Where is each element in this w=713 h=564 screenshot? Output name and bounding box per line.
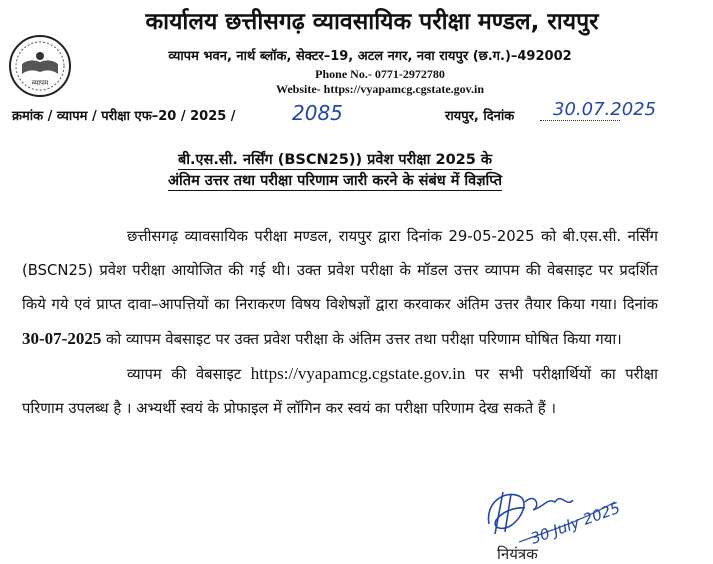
result-date: 30-07-2025: [22, 329, 102, 348]
reference-number: 2085: [292, 101, 343, 125]
subject-line-1: बी.एस.सी. नर्सिंग (BSCN25)) प्रवेश परीक्षा 2025 के: [177, 152, 493, 168]
paragraph-2-text-end: पर सभी परीक्षार्थियों का परीक्षा परिणाम उपलब्ध है । अभ्यर्थी स्वयं के प्रोफाइल में लॉगिन कर स्वयं का परीक्षा परिणाम देख सकते हैं ।: [22, 366, 658, 417]
office-address: व्यापम भवन, नार्थ ब्लॉक, सेक्टर–19, अटल नगर, नवा रायपुर (छ.ग.)–492002: [168, 49, 572, 64]
subject-line-2: अंतिम उत्तर तथा परीक्षा परिणाम जारी करने के संबंध में विज्ञप्ति: [167, 173, 503, 189]
date-label: रायपुर, दिनांक: [445, 109, 515, 124]
paragraph-1-text-end: को व्यापम वेबसाइट पर उक्त प्रवेश परीक्षा के अंतिम उत्तर तथा परीक्षा परिणाम घोषित किया गया।: [106, 331, 622, 348]
subject-heading: [60, 150, 610, 192]
vyapam-logo-icon: [8, 34, 72, 98]
logo-text: व्यापम: [31, 79, 49, 87]
paragraph-1: [22, 220, 658, 357]
office-phone: Phone No.- 0771-2972780: [315, 67, 445, 81]
date-dotted-line: [540, 120, 620, 121]
office-website: Website- https://vyapamcg.cgstate.gov.in: [276, 82, 484, 96]
signatory-title: नियंत्रक: [497, 545, 538, 563]
office-title: कार्यालय छत्तीसगढ़ व्यावसायिक परीक्षा मण्डल, रायपुर: [145, 9, 599, 35]
paragraph-2: [22, 357, 658, 426]
handwritten-signature: [475, 462, 635, 552]
reference-label: क्रमांक / व्यापम / परीक्षा एफ–20 / 2025 /: [12, 109, 236, 124]
website-link[interactable]: https://vyapamcg.cgstate.gov.in: [250, 364, 466, 383]
notice-body: [22, 220, 658, 426]
date-value: 30.07.2025: [553, 99, 657, 120]
signature-date: 30 July 2025: [528, 498, 623, 548]
paragraph-2-text: व्यापम की वेबसाइट: [127, 366, 242, 383]
paragraph-1-text: छत्तीसगढ़ व्यावसायिक परीक्षा मण्डल, रायपुर द्वारा दिनांक 29-05-2025 को बी.एस.सी. नर्सिंग (BSCN25) प्रवेश परीक्षा आयोजित की गई थी। उक्त प्रवेश परीक्षा के मॉडल उत्तर व्यापम की वेबसाइट पर प्रदर्शित किये गये एवं प्राप्त दावा–आपत्तियों का निराकरण विषय विशेषज्ञों द्वारा करवाकर अंतिम उत्तर तैयार किया गया। दिनांक: [22, 228, 658, 313]
